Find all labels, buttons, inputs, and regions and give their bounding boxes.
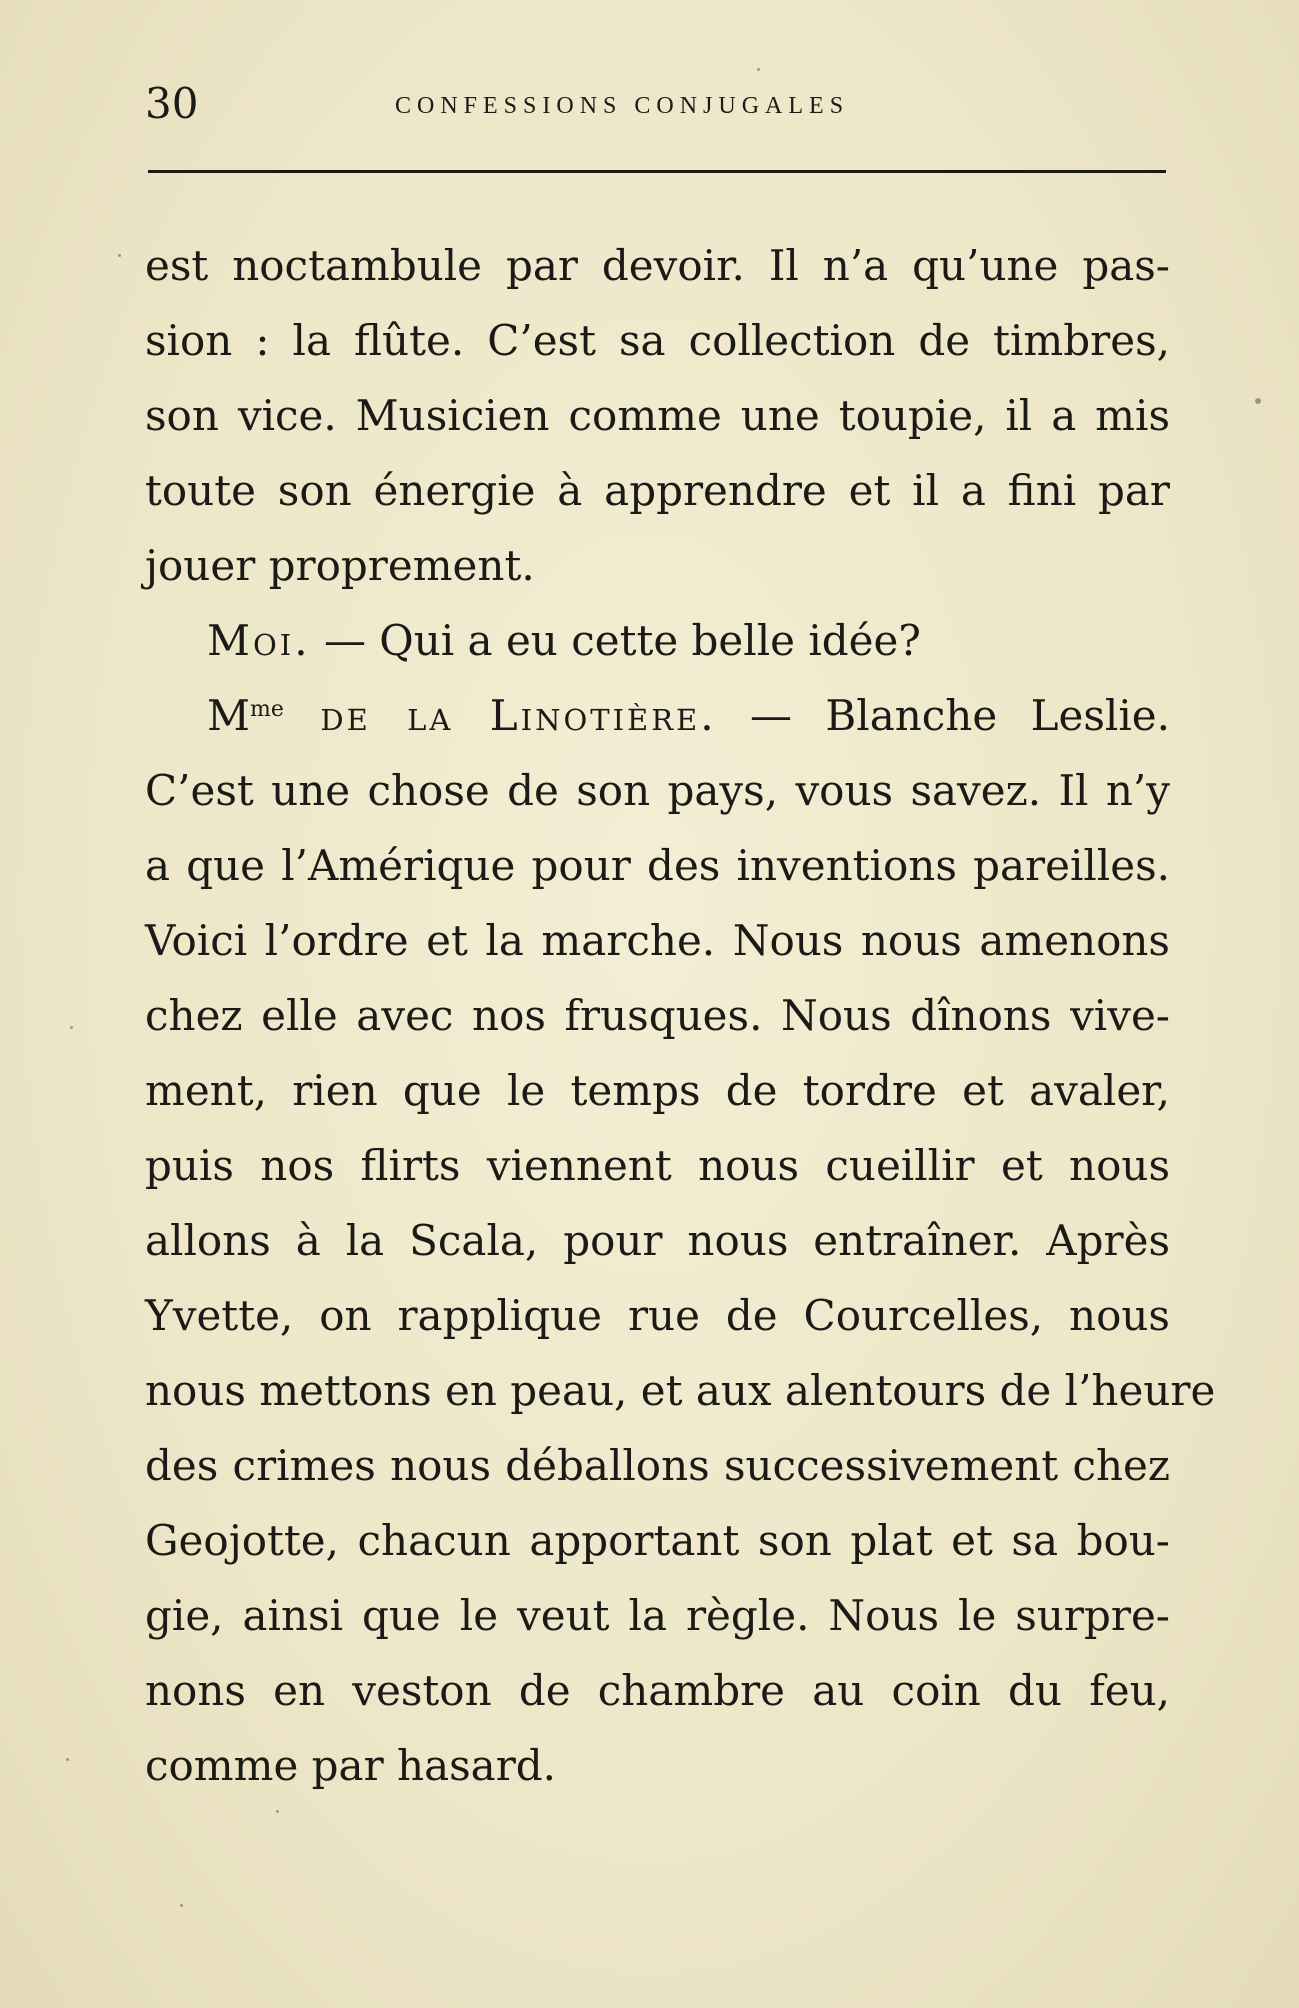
text-line: jouer proprement. xyxy=(145,541,535,590)
speech-moi: — Qui a eu cette belle idée? xyxy=(310,616,921,665)
text-line: des crimes nous déballons successivement chez xyxy=(145,1441,1170,1490)
paper-speck xyxy=(757,68,760,71)
text-line: son vice. Musicien comme une toupie, il a mis xyxy=(145,391,1170,440)
text-line: comme par hasard. xyxy=(145,1741,557,1790)
speaker-mme-superscript: me xyxy=(250,697,284,722)
paper-speck xyxy=(118,254,121,257)
text-line: nous mettons en peau, et aux alentours de l’heure xyxy=(145,1366,1216,1415)
speaker-moi: Moi. xyxy=(207,616,311,665)
text-line: chez elle avec nos frusques. Nous dînons vive- xyxy=(145,991,1170,1040)
text-line: sion : la flûte. C’est sa collection de timbres, xyxy=(145,316,1170,365)
text-line: nons en veston de chambre au coin du feu, xyxy=(145,1666,1170,1715)
text-line: gie, ainsi que le veut la règle. Nous le surpre- xyxy=(145,1591,1170,1640)
text-line: puis nos flirts viennent nous cueillir et nous xyxy=(145,1141,1170,1190)
paper-speck xyxy=(180,1904,183,1907)
body-text xyxy=(145,228,1216,1803)
paper-speck xyxy=(66,1758,69,1761)
paper-speck xyxy=(1255,398,1261,404)
text-line: est noctambule par devoir. Il n’a qu’une pas- xyxy=(145,241,1170,290)
speech-mme: — Blanche Leslie. xyxy=(716,691,1170,740)
text-line: ment, rien que le temps de tordre et avaler, xyxy=(145,1066,1170,1115)
page-header xyxy=(145,74,1165,134)
header-rule xyxy=(148,170,1166,173)
text-line: C’est une chose de son pays, vous savez. Il n’y xyxy=(145,766,1170,815)
paper-speck xyxy=(276,1810,279,1813)
page-number: 30 xyxy=(145,79,199,128)
speaker-mme-prefix: M xyxy=(207,691,251,740)
speaker-mme-name: de la Linotière. xyxy=(283,691,717,740)
text-line: Yvette, on rapplique rue de Courcelles, nous xyxy=(145,1291,1170,1340)
dialogue-line-moi xyxy=(145,603,1170,678)
text-line: allons à la Scala, pour nous entraîner. Après xyxy=(145,1216,1170,1265)
running-title: CONFESSIONS CONJUGALES xyxy=(395,93,850,119)
text-line: Geojotte, chacun apportant son plat et sa bou- xyxy=(145,1516,1170,1565)
text-line: toute son énergie à apprendre et il a fini par xyxy=(145,466,1170,515)
paper-speck xyxy=(70,1026,73,1029)
dialogue-line-mme xyxy=(145,678,1170,753)
text-line: a que l’Amérique pour des inventions pareilles. xyxy=(145,841,1170,890)
text-line: Voici l’ordre et la marche. Nous nous amenons xyxy=(145,916,1170,965)
